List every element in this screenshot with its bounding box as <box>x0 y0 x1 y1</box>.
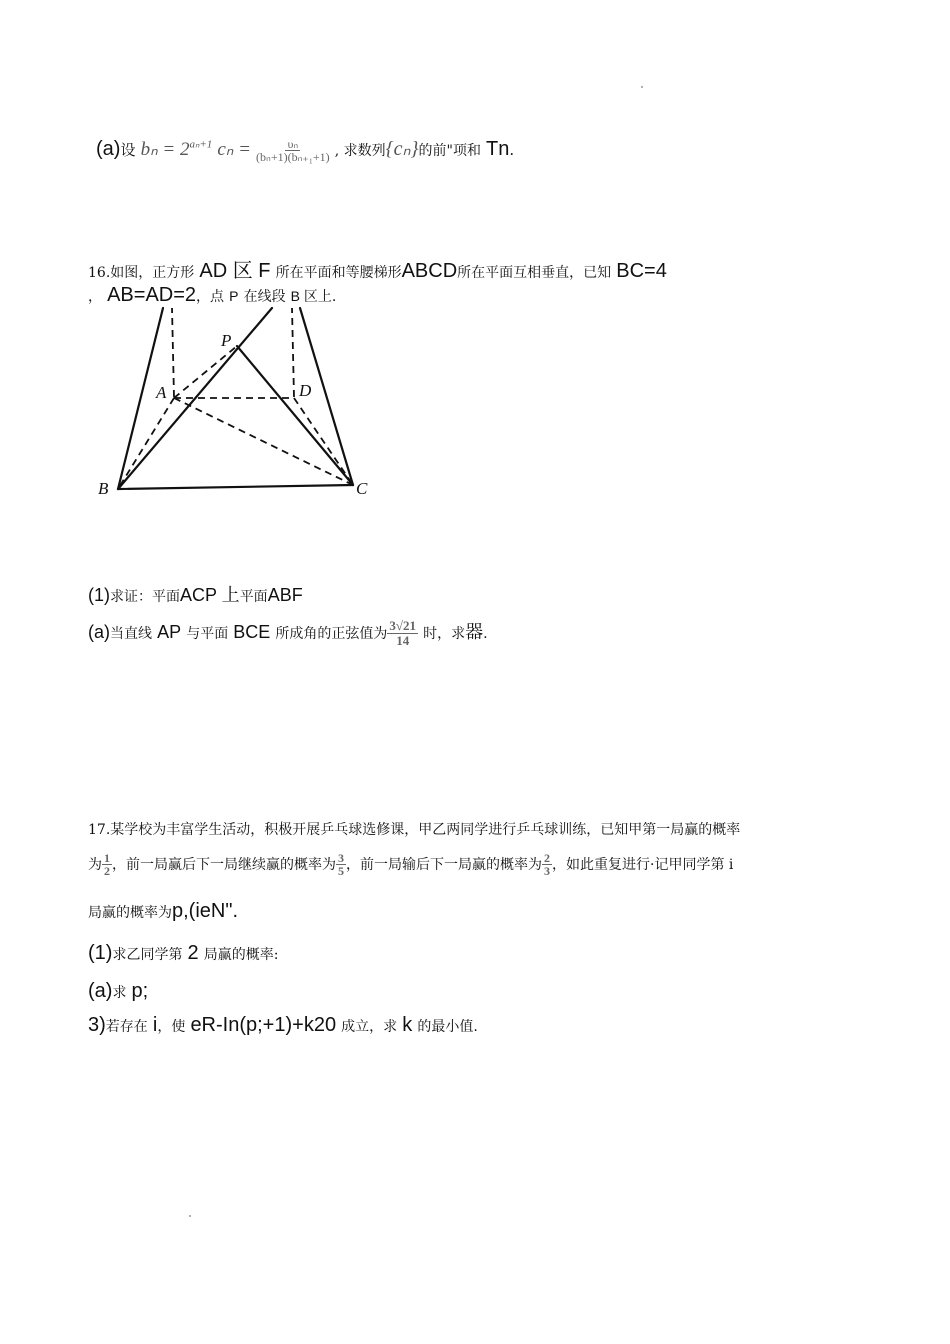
q15-c-lhs: cₙ = <box>217 139 251 160</box>
q17-part3-text4: 的最小值 <box>417 1019 474 1035</box>
q15-end: . <box>509 141 515 159</box>
q16-text-point: ，点 <box>196 289 225 305</box>
q16-part2-text4: 时，求 <box>423 626 466 642</box>
q16-part1-plane1: ACP 上 <box>180 585 240 605</box>
q17-part1-text2: 局赢的概率: <box>203 947 279 963</box>
q16-segment-name: B 区 <box>290 288 318 304</box>
q16-part1-label: (1) <box>88 585 110 605</box>
q17-line1: 17.某学校为丰富学生活动，积极开展乒乓球选修课，甲乙两同学进行乒乓球训练，已知甲第一局赢的概率 <box>88 822 741 838</box>
q16-part2-text: 当直线 <box>110 626 152 642</box>
q16-text-segment: 在线段 <box>243 289 286 305</box>
edge-ab <box>118 398 174 489</box>
q16-text-perp: 所在平面互相垂直，已知 <box>457 265 612 281</box>
q15-text1: , 求数列 <box>334 143 386 159</box>
q16-text-trapezoid: 所在平面和等腰梯形 <box>275 265 402 281</box>
q15-seq: {cₙ} <box>385 138 419 160</box>
q17-text-win-win: ，前一局赢后下一局继续赢的概率为 <box>112 857 336 873</box>
q16-part2-text3: 所成角的正弦值为 <box>275 626 388 642</box>
label-b: B <box>98 479 109 498</box>
edge-bc <box>118 485 353 489</box>
q16-part2-end: . <box>483 626 488 642</box>
q17-frac-1-2: $\frac{1}{2}$ <box>104 851 110 878</box>
q16-line1 <box>88 254 667 283</box>
q16-line-ap: AP <box>157 622 182 642</box>
q17-part1-text: 求乙同学第 <box>112 947 183 963</box>
label-d: D <box>299 381 312 400</box>
q16-part2-label: (a) <box>88 622 110 642</box>
q17-part3-label: 3) <box>88 1014 106 1036</box>
q17-frac-3-5: $\frac{3}{5}$ <box>338 851 344 878</box>
edge-dc <box>294 398 353 485</box>
scan-dot-bottom <box>189 1215 191 1217</box>
q17-line2 <box>88 852 733 877</box>
q16-part2-text2: 与平面 <box>186 626 229 642</box>
label-a: A <box>156 383 167 402</box>
q16-ab-ad-value: AB=AD=2 <box>107 284 197 306</box>
q17-text-wei: 为 <box>88 857 102 873</box>
q17-part3-k: k <box>402 1014 413 1036</box>
q17-part1-num: 2 <box>187 942 199 964</box>
q15-tn: Tn <box>486 138 510 160</box>
q17-line3 <box>88 900 238 923</box>
q15-text2: 的前"项和 <box>418 143 481 159</box>
q17-part3-end: . <box>473 1019 478 1035</box>
q17-part1 <box>88 942 278 965</box>
label-c: C <box>356 479 368 498</box>
q17-part3-text: 若存在 <box>105 1019 148 1035</box>
q15-c-fraction: $\frac{\text{υₙ}}{\text{(bₙ+1)(bₙ₊₁+1)}}$ <box>256 137 330 164</box>
q17-part3-text3: 成立，求 <box>341 1019 398 1035</box>
q16-trapezoid-name: ABCD <box>401 260 458 282</box>
q17-part2-text: 求 <box>112 985 127 1001</box>
edge-p-c <box>237 346 353 485</box>
q16-bc-value: BC=4 <box>616 260 667 282</box>
edge-ap <box>174 346 237 398</box>
q16-text-on: 上. <box>317 289 337 305</box>
q16-part1 <box>88 581 303 607</box>
q16-intro: 16.如图，正方形 <box>88 265 195 281</box>
q16-part1-text2: 平面 <box>239 589 268 605</box>
q17-part2 <box>88 980 148 1003</box>
label-p: P <box>221 331 232 350</box>
q17-frac-2-3: $\frac{2}{3}$ <box>544 851 550 878</box>
q17-part2-pi: p; <box>131 980 149 1002</box>
q15-she: 设 <box>120 141 136 159</box>
edge-d-up <box>292 308 294 397</box>
edge-a-up <box>172 308 174 397</box>
q17-part3-text2: ，使 <box>157 1019 186 1035</box>
q16-part2 <box>88 618 488 648</box>
q17-part3-inequality: eR-In(p;+1)+k20 <box>190 1014 337 1036</box>
q16-part2-target: 器 <box>465 622 484 643</box>
q16-plane-bce: BCE <box>233 622 271 642</box>
q16-sine-fraction: $\frac{3√21}{14}$ <box>389 618 417 648</box>
q16-square-name: AD 区 F <box>199 260 271 282</box>
q17-part2-label: (a) <box>88 980 113 1002</box>
q15-part-a <box>96 136 514 166</box>
q17-text-prob: 局赢的概率为 <box>88 905 172 921</box>
q17-part1-label: (1) <box>88 942 113 964</box>
q16-part1-plane2: ABF <box>267 585 303 605</box>
q16-comma: ， <box>88 289 102 305</box>
q15-part-label: (a) <box>96 138 121 160</box>
q15-b-formula: $b_n = 2^{a_n+1}$ <box>140 138 213 160</box>
q16-point-p: P <box>229 288 239 304</box>
q17-part3-i: i <box>152 1014 158 1036</box>
q17-part3 <box>88 1014 478 1037</box>
q16-geometry-figure <box>92 300 392 520</box>
q16-part1-text: 求证：平面 <box>110 589 180 605</box>
q17-text-lose-win: ，前一局输后下一局赢的概率为 <box>346 857 542 873</box>
scan-dot <box>641 86 643 88</box>
q17-text-repeat: ，如此重复进行·记甲同学第 i <box>552 857 734 873</box>
edge-ac <box>174 398 353 485</box>
q17-pi-def: p,(ieN". <box>172 900 239 922</box>
